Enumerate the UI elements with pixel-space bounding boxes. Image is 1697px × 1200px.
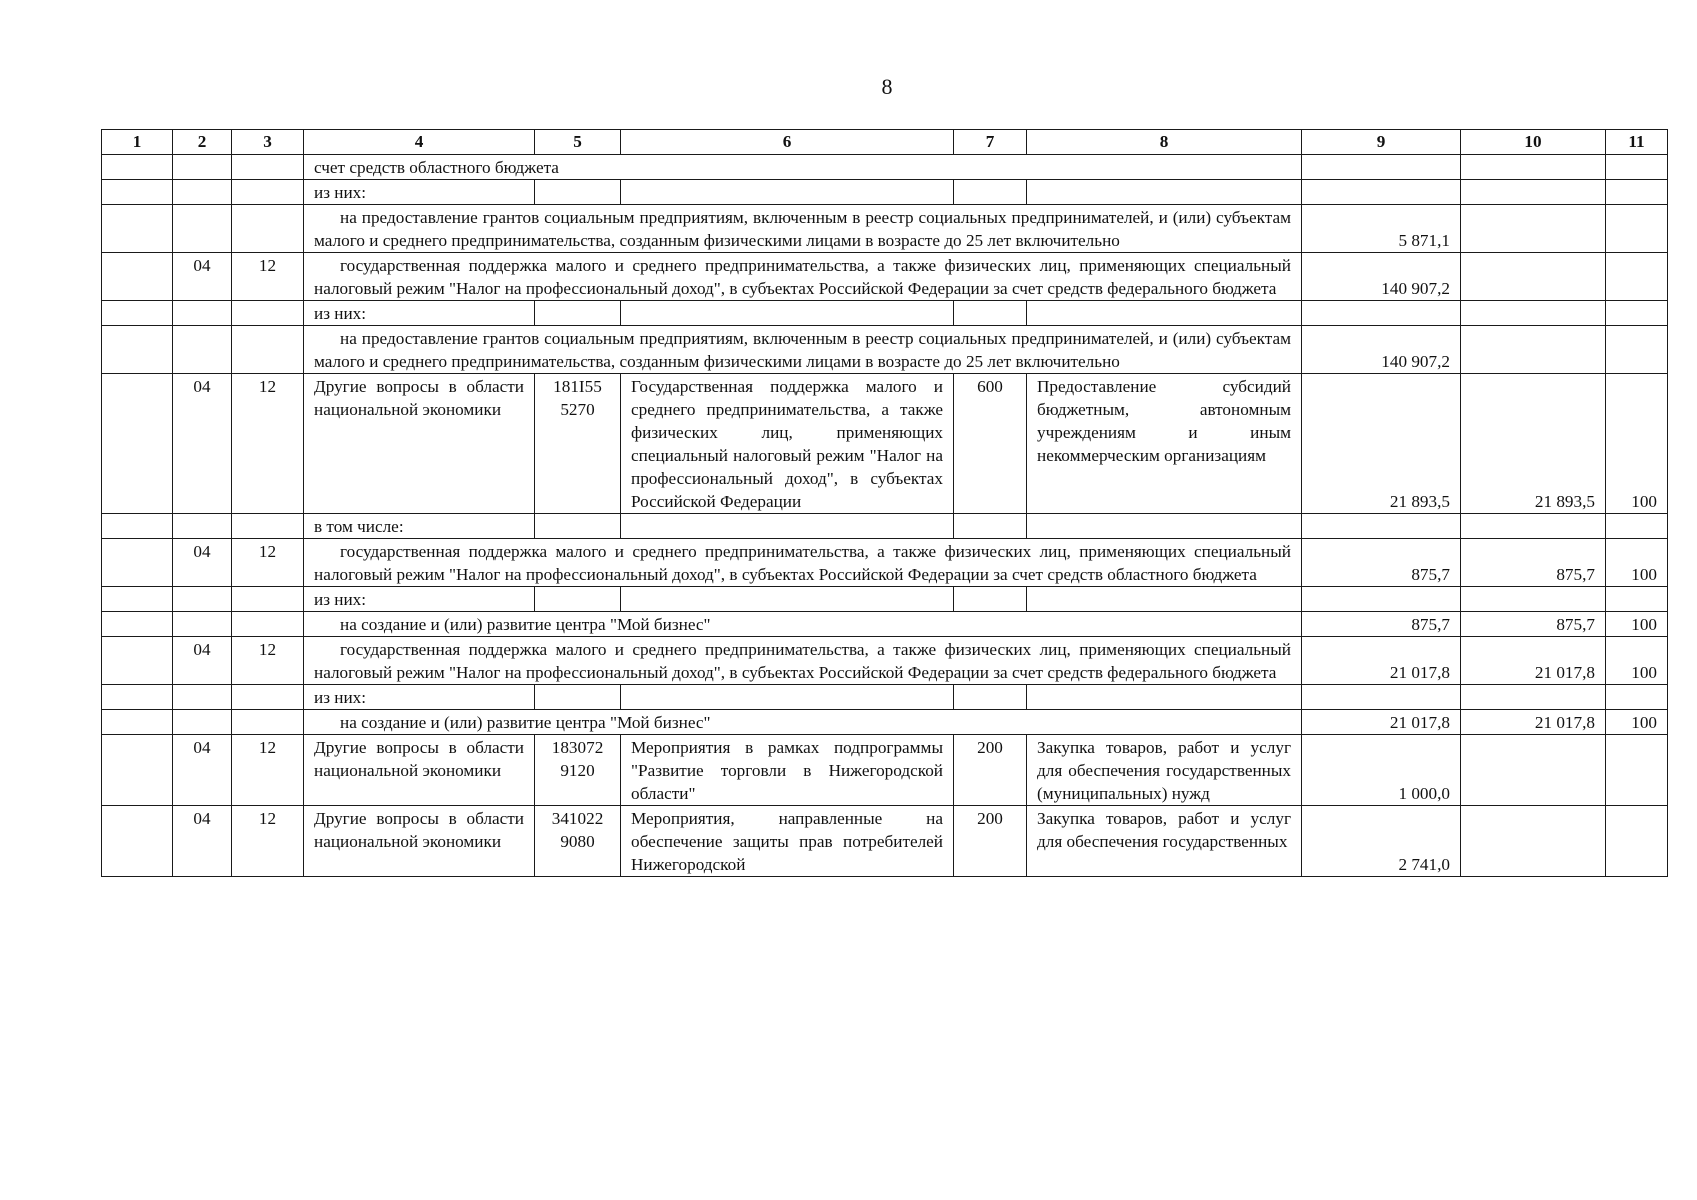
subsection-code: 12 bbox=[232, 637, 304, 685]
row-text: на предоставление грантов социальным предприятиям, включенным в реестр социальных предпринимателей, и (или) субъектам малого и среднего предпринимательства, созданным физическими лицами в возрасте до 25 лет включительно bbox=[304, 326, 1302, 374]
amount-col9: 2 741,0 bbox=[1302, 806, 1461, 877]
table-row bbox=[102, 180, 1668, 205]
subsection-code: 12 bbox=[232, 374, 304, 514]
header-cell: 6 bbox=[621, 130, 954, 155]
table-row bbox=[102, 205, 1668, 253]
table-row bbox=[102, 710, 1668, 735]
target-article-name: Мероприятия в рамках подпрограммы "Развитие торговли в Нижегородской области" bbox=[621, 735, 954, 806]
row-text: государственная поддержка малого и среднего предпринимательства, а также физических лиц, применяющих специальный налоговый режим "Налог на профессиональный доход", в субъектах Российской Федерации за счет средств федерального бюджета bbox=[304, 253, 1302, 301]
percent-col11: 100 bbox=[1606, 539, 1668, 587]
table-row bbox=[102, 374, 1668, 514]
page-number: 8 bbox=[881, 74, 893, 99]
expense-type-name: Предоставление субсидий бюджетным, автономным учреждениям и иным некоммерческим организациям bbox=[1027, 374, 1302, 514]
expense-type-code: 200 bbox=[954, 806, 1027, 877]
section-name: Другие вопросы в области национальной экономики bbox=[304, 806, 535, 877]
row-text: из них: bbox=[304, 180, 535, 205]
table-row bbox=[102, 612, 1668, 637]
section-name: Другие вопросы в области национальной экономики bbox=[304, 374, 535, 514]
expense-type-name: Закупка товаров, работ и услуг для обеспечения государственных (муниципальных) нужд bbox=[1027, 735, 1302, 806]
header-cell: 4 bbox=[304, 130, 535, 155]
amount-col9: 21 017,8 bbox=[1302, 637, 1461, 685]
table-row bbox=[102, 301, 1668, 326]
percent-col11: 100 bbox=[1606, 612, 1668, 637]
table-row bbox=[102, 806, 1668, 877]
row-text: государственная поддержка малого и среднего предпринимательства, а также физических лиц, применяющих специальный налоговый режим "Налог на профессиональный доход", в субъектах Российской Федерации за счет средств федерального бюджета bbox=[304, 637, 1302, 685]
header-cell: 11 bbox=[1606, 130, 1668, 155]
table-row bbox=[102, 587, 1668, 612]
subsection-code: 12 bbox=[232, 735, 304, 806]
row-text: в том числе: bbox=[304, 514, 535, 539]
row-text: из них: bbox=[304, 587, 535, 612]
section-code: 04 bbox=[173, 253, 232, 301]
amount-col9: 21 893,5 bbox=[1302, 374, 1461, 514]
row-text: из них: bbox=[304, 301, 535, 326]
section-name: Другие вопросы в области национальной экономики bbox=[304, 735, 535, 806]
table-row bbox=[102, 735, 1668, 806]
target-article-code: 183072 9120 bbox=[535, 735, 621, 806]
amount-col9: 5 871,1 bbox=[1302, 205, 1461, 253]
percent-col11: 100 bbox=[1606, 710, 1668, 735]
subsection-code: 12 bbox=[232, 806, 304, 877]
row-text: на предоставление грантов социальным предприятиям, включенным в реестр социальных предпринимателей, и (или) субъектам малого и среднего предпринимательства, созданным физическими лицами в возрасте до 25 лет включительно bbox=[304, 205, 1302, 253]
section-code: 04 bbox=[173, 637, 232, 685]
row-text: из них: bbox=[304, 685, 535, 710]
section-code: 04 bbox=[173, 806, 232, 877]
row-text: государственная поддержка малого и среднего предпринимательства, а также физических лиц, применяющих специальный налоговый режим "Налог на профессиональный доход", в субъектах Российской Федерации за счет средств областного бюджета bbox=[304, 539, 1302, 587]
header-cell: 2 bbox=[173, 130, 232, 155]
table-row bbox=[102, 637, 1668, 685]
header-cell: 5 bbox=[535, 130, 621, 155]
target-article-name: Мероприятия, направленные на обеспечение защиты прав потребителей Нижегородской bbox=[621, 806, 954, 877]
amount-col10: 21 017,8 bbox=[1461, 637, 1606, 685]
section-code: 04 bbox=[173, 539, 232, 587]
amount-col9: 21 017,8 bbox=[1302, 710, 1461, 735]
expense-type-code: 600 bbox=[954, 374, 1027, 514]
subsection-code: 12 bbox=[232, 253, 304, 301]
amount-col10: 21 893,5 bbox=[1461, 374, 1606, 514]
table-row bbox=[102, 685, 1668, 710]
row-text: на создание и (или) развитие центра "Мой бизнес" bbox=[304, 710, 1302, 735]
section-code: 04 bbox=[173, 735, 232, 806]
section-code: 04 bbox=[173, 374, 232, 514]
expense-type-code: 200 bbox=[954, 735, 1027, 806]
budget-table bbox=[101, 129, 1668, 877]
header-cell: 10 bbox=[1461, 130, 1606, 155]
header-cell: 9 bbox=[1302, 130, 1461, 155]
table-row bbox=[102, 253, 1668, 301]
table-row bbox=[102, 326, 1668, 374]
amount-col10: 21 017,8 bbox=[1461, 710, 1606, 735]
table-row bbox=[102, 514, 1668, 539]
amount-col9: 140 907,2 bbox=[1302, 253, 1461, 301]
header-cell: 7 bbox=[954, 130, 1027, 155]
amount-col9: 140 907,2 bbox=[1302, 326, 1461, 374]
header-cell: 3 bbox=[232, 130, 304, 155]
subsection-code: 12 bbox=[232, 539, 304, 587]
target-article-name: Государственная поддержка малого и среднего предпринимательства, а также физических лиц, применяющих специальный налоговый режим "Налог на профессиональный доход", в субъектах Российской Федерации bbox=[621, 374, 954, 514]
amount-col9: 875,7 bbox=[1302, 539, 1461, 587]
header-cell: 1 bbox=[102, 130, 173, 155]
row-text: на создание и (или) развитие центра "Мой бизнес" bbox=[304, 612, 1302, 637]
target-article-code: 181I55 5270 bbox=[535, 374, 621, 514]
table-row bbox=[102, 155, 1668, 180]
amount-col9: 1 000,0 bbox=[1302, 735, 1461, 806]
percent-col11: 100 bbox=[1606, 637, 1668, 685]
target-article-code: 341022 9080 bbox=[535, 806, 621, 877]
header-row bbox=[102, 130, 1668, 155]
amount-col9: 875,7 bbox=[1302, 612, 1461, 637]
percent-col11: 100 bbox=[1606, 374, 1668, 514]
table-row bbox=[102, 539, 1668, 587]
amount-col10: 875,7 bbox=[1461, 539, 1606, 587]
amount-col10: 875,7 bbox=[1461, 612, 1606, 637]
row-text: счет средств областного бюджета bbox=[304, 155, 1302, 180]
expense-type-name: Закупка товаров, работ и услуг для обеспечения государственных bbox=[1027, 806, 1302, 877]
header-cell: 8 bbox=[1027, 130, 1302, 155]
